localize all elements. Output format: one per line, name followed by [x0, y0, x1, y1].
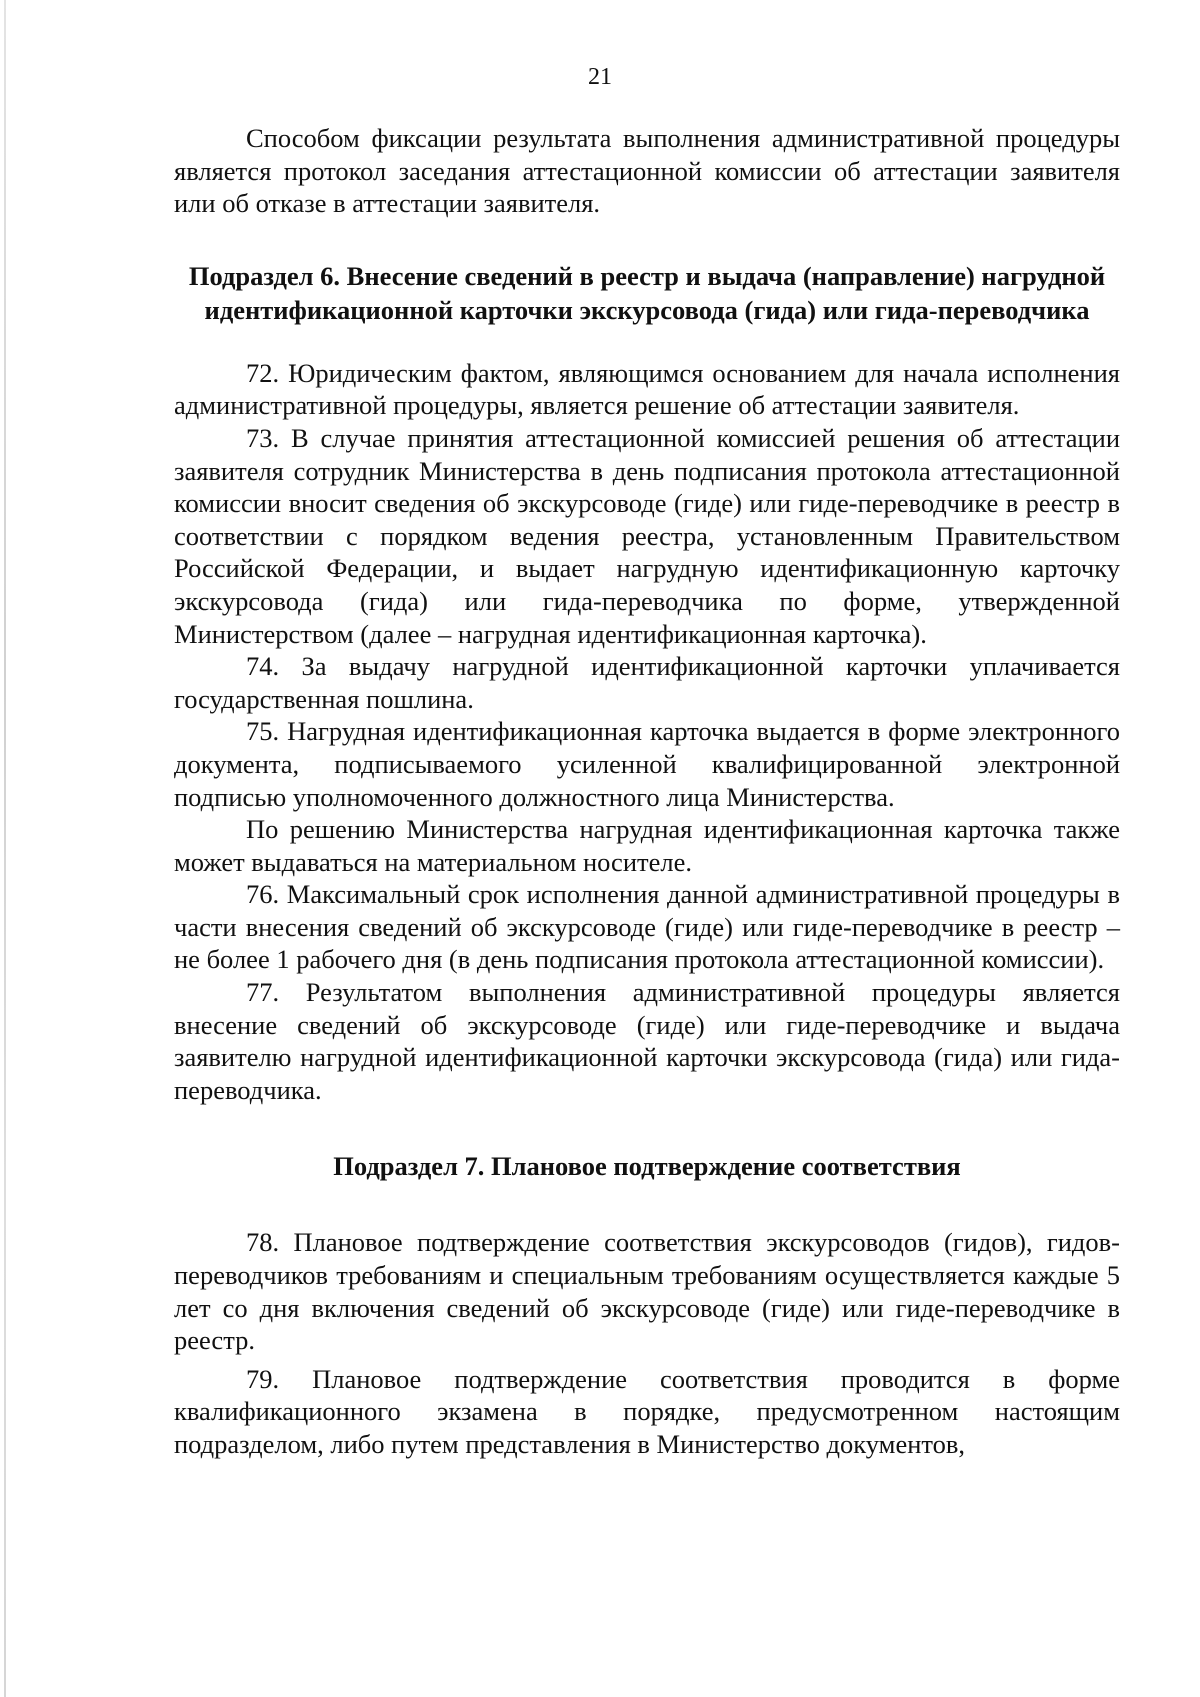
- paragraph-74: 74. За выдачу нагрудной идентификационной карточки уплачивается государственная пошлина.: [174, 651, 1120, 714]
- paragraph-79: 79. Плановое подтверждение соответствия проводится в форме квалификационного экзамена в порядке, предусмотренном настоящим подразделом, либо путем представления в Министерство документов,: [174, 1363, 1120, 1459]
- scan-edge-shadow: [4, 0, 6, 1697]
- subsection-6-heading: Подраздел 6. Внесение сведений в реестр и выдача (направление) нагрудной идентификационной карточки экскурсовода (гида) или гида-переводчика: [188, 260, 1106, 325]
- document-body: [174, 122, 1120, 1461]
- paragraph-75-continued: По решению Министерства нагрудная идентификационная карточка также может выдаваться на материальном носителе.: [174, 814, 1120, 877]
- paragraph-intro: Способом фиксации результата выполнения административной процедуры является протокол заседания аттестационной комиссии об аттестации заявителя или об отказе в аттестации заявителя.: [174, 123, 1120, 219]
- paragraph-78: 78. Плановое подтверждение соответствия экскурсоводов (гидов), гидов-переводчиков требованиям и специальным требованиям осуществляется каждые 5 лет со дня включения сведений об экскурсоводе (гиде) или гиде-переводчике в реестр.: [174, 1227, 1120, 1356]
- subsection-7-heading: Подраздел 7. Плановое подтверждение соответствия: [333, 1151, 961, 1182]
- paragraph-77: 77. Результатом выполнения административной процедуры является внесение сведений об экскурсоводе (гиде) или гиде-переводчике и выдача заявителю нагрудной идентификационной карточки экскурсовода (гида) или гида-переводчика.: [174, 977, 1120, 1105]
- paragraph-72: 72. Юридическим фактом, являющимся основанием для начала исполнения административной процедуры, является решение об аттестации заявителя.: [174, 357, 1120, 421]
- page-number: 21: [588, 64, 612, 90]
- paragraph-73: 73. В случае принятия аттестационной комиссией решения об аттестации заявителя сотрудник Министерства в день подписания протокола аттестационной комиссии вносит сведения об экскурсоводе (гиде) или гиде-переводчике в реестр в соответствии с порядком ведения реестра, установленным Правительством Российской Федерации, и выдает нагрудную идентификационную карточку экскурсовода (гида) или гида-переводчика по форме, утвержденной Министерством (далее – нагрудная идентификационная карточка).: [174, 422, 1120, 649]
- paragraph-76: 76. Максимальный срок исполнения данной административной процедуры в части внесения сведений об экскурсоводе (гиде) или гиде-переводчике в реестр – не более 1 рабочего дня (в день подписания протокола аттестационной комиссии).: [174, 879, 1120, 975]
- paragraph-75: 75. Нагрудная идентификационная карточка выдается в форме электронного документа, подписываемого усиленной квалифицированной электронной подписью уполномоченного должностного лица Министерства.: [174, 716, 1120, 812]
